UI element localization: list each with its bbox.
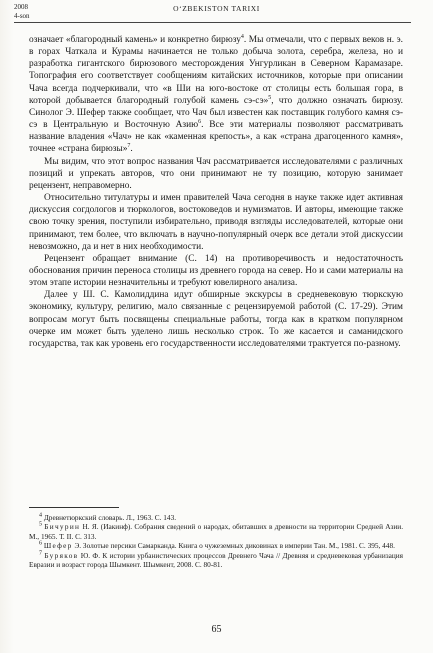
footnote-text: Древнетюркский словарь. Л., 1963. С. 143. bbox=[43, 513, 177, 522]
footnote-7 bbox=[29, 551, 403, 570]
footnote-6 bbox=[29, 541, 403, 550]
paragraph-1-text-e: . bbox=[130, 144, 133, 155]
header-rule bbox=[14, 22, 411, 23]
journal-title: O‘ZBEKISTON TARIXI bbox=[173, 4, 260, 13]
paragraph-1-text-d: . Все эти материалы позволяют рассматривать название владения «Чач» не как «каменная крепость», а как «страна драгоценного камня», точнее «страна бирюзы» bbox=[29, 120, 403, 155]
paragraph-4: Рецензент обращает внимание (С. 14) на противоречивость и недостаточность обоснования причин переноса столицы из древнего города на север. Но и сами материалы на этом этапе истории незначительны и требуют ювелирного анализа. bbox=[29, 253, 403, 289]
footnote-ref-7: 7 bbox=[127, 143, 131, 150]
footnote-ref-5: 5 bbox=[268, 94, 272, 101]
footnote-author: Шефер bbox=[43, 541, 73, 551]
header-issue: 4-son bbox=[14, 12, 30, 20]
paragraph-1-text-b: . Мы отмечали, что с первых веков н. э. в горах Чаткала и Курамы начинается не только добыча золота, серебра, железа, но и разработка гигантского бирюзового месторождения Унгурликан в Северном Карамазаре. Топография его соответствует сообщениям китайских источников, которые при описании Чача всегда подчеркивали, что «в Ши на юго-востоке от столицы есть большая гора, в которой добывается благородный голубой камень сэ-сэ» bbox=[29, 35, 403, 106]
paragraph-1 bbox=[29, 34, 403, 156]
footnote-author: Бичурин bbox=[44, 522, 81, 532]
paragraph-5: Далее у Ш. С. Камолиддина идут обширные экскурсы в средневековую тюркскую экономику, культуру, религию, мало связанные с рецензируемой работой (С. 17-29). Этим вопросам могут быть посвящены специальные работы, тогда как в кратком популярном очерке им может быть уделено лишь несколько строк. То же касается и саманидского государства, так как уровень его государственности исследователями трактуется по-разному. bbox=[29, 290, 403, 349]
footnote-ref-4: 4 bbox=[240, 33, 244, 40]
footnote-number: 5 bbox=[39, 521, 42, 528]
paragraph-2: Мы видим, что этот вопрос названия Чач рассматривается исследователями с различных позиций и упрекать авторов, что они принимают не ту позицию, которую занимает рецензент, неправомерно. bbox=[29, 156, 403, 191]
footnote-number: 7 bbox=[39, 550, 42, 557]
article-body bbox=[29, 34, 403, 350]
footnote-text: Э. Золотые персики Самарканда. Книга о чужеземных диковинах в империи Тан. М., 1981. С. 395, 448. bbox=[74, 541, 395, 551]
footnote-number: 4 bbox=[39, 512, 42, 519]
paragraph-1-text: означает «благородный камень» и конкретно бирюзу bbox=[29, 35, 241, 45]
header-year: 2008 bbox=[14, 3, 28, 11]
footnote-author: Буряков bbox=[44, 550, 79, 560]
footnote-rule bbox=[29, 507, 119, 508]
paragraph-1-text-c: , что должно означать бирюзу. Синолог Э. Шефер также сообщает, что Чач был известен как поставщик голубого камня сэ-сэ в Центральную и Восточную Азию bbox=[29, 95, 403, 131]
footnote-4 bbox=[29, 513, 403, 522]
footnote-ref-6: 6 bbox=[198, 118, 202, 125]
paragraph-3: Относительно титулатуры и имен правителей Чача сегодня в науке также идет активная дискуссия согдологов и тюркологов, востоковедов и нумизматов. И авторы, имеющие также свою точку зрения, поступили избирательно, приводя взгляды исследователей, которые они принимают, тем более, что включать в научно-популярный очерк все детали этой дискуссии невозможно, да и нет в них необходимости. bbox=[29, 193, 403, 252]
footnote-text: Н. Я. (Иакинф). Собрания сведений о народах, обитавших в древности на территории Средней Азии. М., 1965. Т. II. С. 313. bbox=[29, 522, 404, 541]
footnote-5 bbox=[29, 522, 403, 541]
footnotes bbox=[29, 513, 403, 569]
footnote-text: Ю. Ф. К истории урбанистических процессов Древнего Чача // Древняя и средневековая урбанизация Евразии и возраст города Шымкент. Шымкент, 2008. С. 80-81. bbox=[29, 550, 404, 570]
footnote-number: 6 bbox=[39, 540, 42, 547]
page-number: 65 bbox=[211, 624, 222, 635]
